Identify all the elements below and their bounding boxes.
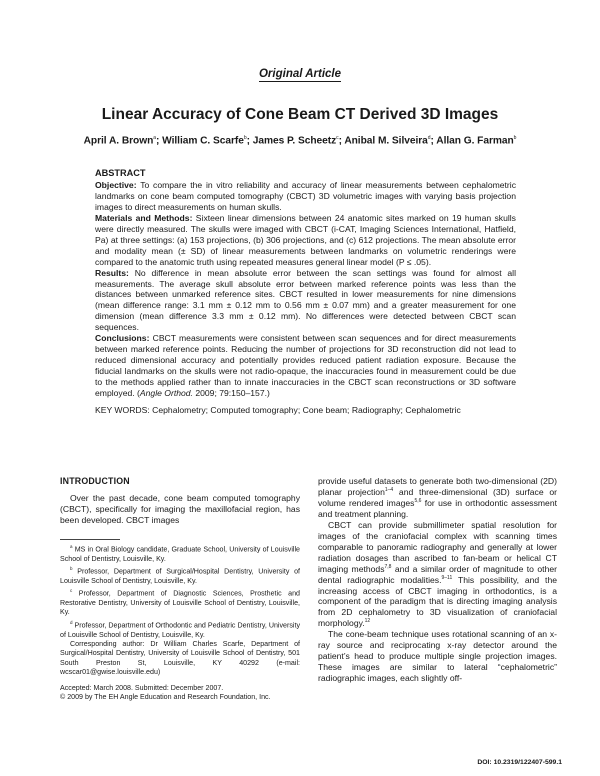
affiliation-mark: a [153,135,156,141]
footnote-c: $^c$ Professor, Department of Diagnostic Sciences, Prosthetic and Restorative Dentistry, University of Louisville School of Dentistry, Louisville, Ky. [60,588,300,617]
footnote-b: $^b$ Professor, Department of Surgical/Hospital Dentistry, University of Louisville School of Dentistry, Louisville, Ky. [60,565,300,585]
doi-link[interactable]: DOI: 10.2319/122407-599.1 [477,759,562,766]
right-column [318,476,557,684]
footnote-a: $^a$ MS in Oral Biology candidate, Graduate School, University of Louisville School of Dentistry, Louisville, Ky. [60,543,300,563]
author-name: Anibal M. Silveira [344,135,428,147]
copyright-notice: © 2009 by The EH Angle Education and Research Foundation, Inc. [60,692,271,701]
author-name: Allan G. Farman [436,135,514,147]
introduction-heading: INTRODUCTION [60,476,130,486]
author-name: William C. Scarfe [162,135,244,147]
article-title: Linear Accuracy of Cone Beam CT Derived 3D Images [101,106,499,123]
journal-citation: Angle Orthod. [139,388,193,399]
accepted-dates: Accepted: March 2008. Submitted: December 2007. [60,683,224,692]
keywords: KEY WORDS: Cephalometry; Computed tomography; Cone beam; Radiography; Cephalometric [95,405,461,416]
left-column [60,476,300,702]
abstract [95,168,516,416]
author-separator: ; [338,135,345,147]
abstract-methods: Materials and Methods: Sixteen linear dimensions between 24 anatomic sites marked on 19 human skulls were directly measured. The skulls were imaged with CBCT (i-CAT, Imaging Sciences International, Hatfield, Pa) at three settings: (a) 153 projections, (b) 306 projections, and (c) 612 projections. The mean absolute error and modality mean (± SD) of linear measurements between landmarks on volumetric renderings were compared to the anatomic truth using repeated measures general linear model (P ≤ .05). [95,212,516,267]
author-separator: ; [246,135,253,147]
intro-paragraph: Over the past decade, cone beam computed tomography (CBCT), specifically for imaging the maxillofacial region, has been developed. CBCT images [60,492,300,525]
affiliation-mark: c [336,135,339,141]
section-label: Original Article [258,68,341,80]
corresponding-author: Corresponding author: Dr William Charles Scarfe, Department of Surgical/Hospital Dentistry, University of Louisville School of Dentistry, 501 South Preston St, Louisville, KY 40292 (e-mail: wcscar01@gwise.louisville.edu) [60,639,300,677]
affiliation-mark: b [513,135,517,141]
author-list [0,135,600,146]
body-paragraph: provide useful datasets to generate both two-dimensional (2D) planar projection$^{1-4}$ and three-dimensional (3D) surface or volume rendered images$^{5,6}$ for use in orthodontic assessment and treatment planning. [318,476,557,519]
affiliation-mark: d [427,135,431,141]
abstract-objective: Objective: To compare the in vitro reliability and accuracy of linear measurements between cephalometric landmarks on cone beam computed tomography (CBCT) 3D volumetric images with varying basis projection images to direct measurements on human skulls. [95,179,517,212]
footnote-d: $^d$ Professor, Department of Orthodontic and Pediatric Dentistry, University of Louisville School of Dentistry, Louisville, Ky. [60,619,300,639]
reference-mark: 7,8 [384,563,392,570]
abstract-heading: ABSTRACT [95,168,146,178]
reference-mark: 9–11 [441,574,453,581]
author-name: April A. Brown [83,135,154,147]
author-name: James P. Scheetz [252,135,337,147]
reference-mark: 5,6 [414,498,422,505]
affiliation-mark: b [243,135,247,141]
author-separator: ; [430,135,437,147]
abstract-conclusions: Conclusions: CBCT measurements were consistent between scan sequences and for direct measurements between marked reference points. Reducing the number of projections for 3D reconstruction did not lead to reduced dimensional accuracy and potentially provides reduced patient radiation exposure. Because the fiducial landmarks on the skulls were not radio-opaque, the inaccuracies found in measurement could be due to the methods applied rather than to innate inaccuracies in the CBCT scan reconstructions or 3D software employed. (Angle Orthod. 2009; 79:150–157.) [95,333,517,399]
abstract-results: Results: No difference in mean absolute error between the scan settings was found for almost all measurements. The average skull absolute error between marked reference points was less than the distances between unmarked reference sites. CBCT resulted in lower measurements for nine dimensions (mean difference range: 3.1 mm ± 0.12 mm to 0.56 mm ± 0.07 mm) and a greater measurement for one dimension (mean difference 3.3 mm ± 0.12 mm). No differences were detected between CBCT scan sequences. [95,267,516,333]
reference-mark: 12 [364,618,371,625]
footnote-divider [60,539,120,540]
body-paragraph: The cone-beam technique uses rotational scanning of an x-ray source and reciprocating x-ray detector around the patient’s head to produce multiple single projection images. These images are similar to lateral “cephalometric” radiographic images, each slightly off- [318,629,557,684]
body-paragraph: CBCT can provide submillimeter spatial resolution for images of the craniofacial complex with scanning times comparable to panoramic radiography and generally at lower radiation dosages than ascribed to fan-beam or helical CT imaging methods$^{7,8}$ and a similar order of magnitude to other dental radiographic modalities.$^{9-11}$ This possibility, and the increasing access of CBCT imaging in orthodontics, is a component of the paradigm that is directing imaging analysis from 2D cephalometry to 3D visualization of craniofacial morphology.$^{12}$ [318,519,558,629]
reference-mark: 1–4 [384,487,394,494]
author-separator: ; [156,135,163,147]
